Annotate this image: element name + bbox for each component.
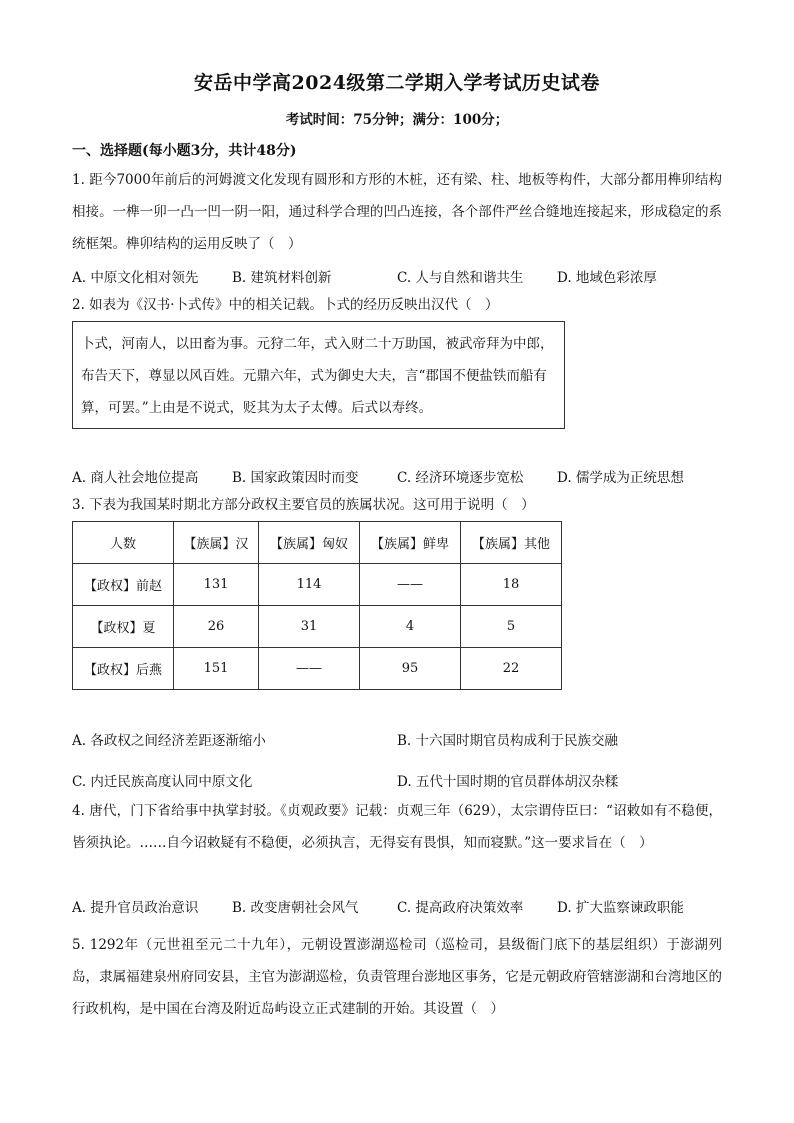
table-cell: 26 bbox=[174, 606, 259, 648]
q3-option-b[interactable]: B. 十六国时期官员构成利于民族交融 bbox=[397, 733, 619, 749]
question-3-text: 3. 下表为我国某时期北方部分政权主要官员的族属状况。这可用于说明（ ） bbox=[72, 497, 535, 513]
table-header-cell: 【族属】鲜卑 bbox=[360, 522, 461, 564]
section-heading: 一、选择题(每小题3分，共计48分) bbox=[72, 143, 297, 159]
table-cell: 5 bbox=[461, 606, 562, 648]
question-3-options-row-1 bbox=[72, 729, 722, 753]
q2-option-b[interactable]: B. 国家政策因时而变 bbox=[232, 470, 359, 486]
table-cell: 【政权】前赵 bbox=[73, 564, 174, 606]
q3-option-c[interactable]: C. 内迁民族高度认同中原文化 bbox=[72, 774, 253, 790]
question-2-source-box: 卜式，河南人，以田畜为事。元狩二年，式入财二十万助国，被武帝拜为中郎，布告天下，尊显以风百姓。元鼎六年，式为御史大夫，言“郡国不便盐铁而船有算，可罢。”上由是不说式，贬其为太子太傅。后式以寿终。 bbox=[72, 321, 565, 429]
table-cell: —— bbox=[259, 648, 360, 690]
table-cell: 151 bbox=[174, 648, 259, 690]
question-5-text: 5. 1292年（元世祖至元二十九年），元朝设置澎湖巡检司（巡检司，县级衙门底下的基层组织）于澎湖列岛，隶属福建泉州府同安县，主官为澎湖巡检，负责管理台澎地区事务，它是元朝政府管辖澎湖和台湾地区的行政机构，是中国在台湾及附近岛屿设立正式建制的开始。其设置（ ） bbox=[72, 937, 722, 1017]
q2-option-d[interactable]: D. 儒学成为正统思想 bbox=[557, 470, 684, 486]
table-cell: 114 bbox=[259, 564, 360, 606]
table-row bbox=[73, 564, 562, 606]
table-header-row bbox=[73, 522, 562, 564]
table-row bbox=[73, 606, 562, 648]
q2-option-c[interactable]: C. 经济环境逐步宽松 bbox=[397, 470, 524, 486]
question-4-options bbox=[72, 896, 722, 920]
table-cell: —— bbox=[360, 564, 461, 606]
table-cell: 18 bbox=[461, 564, 562, 606]
question-1-text: 1. 距今7000年前后的河姆渡文化发现有圆形和方形的木桩，还有梁、柱、地板等构件，大部分都用榫卯结构相接。一榫一卯一凸一凹一阴一阳，通过科学合理的凹凸连接，各个部件严丝合缝地连接起来，形成稳定的系统框架。榫卯结构的运用反映了（ ） bbox=[72, 172, 722, 252]
table-header-cell: 人数 bbox=[73, 522, 174, 564]
q1-option-d[interactable]: D. 地域色彩浓厚 bbox=[557, 270, 657, 286]
table-header-cell: 【族属】其他 bbox=[461, 522, 562, 564]
table-cell: 【政权】后燕 bbox=[73, 648, 174, 690]
table-cell: 4 bbox=[360, 606, 461, 648]
q2-option-a[interactable]: A. 商人社会地位提高 bbox=[72, 470, 199, 486]
table-cell: 【政权】夏 bbox=[73, 606, 174, 648]
table-header-cell: 【族属】匈奴 bbox=[259, 522, 360, 564]
table-cell: 95 bbox=[360, 648, 461, 690]
exam-subtitle: 考试时间：75分钟；满分：100分； bbox=[285, 112, 509, 128]
table-cell: 22 bbox=[461, 648, 562, 690]
q4-option-d[interactable]: D. 扩大监察谏政职能 bbox=[557, 900, 684, 916]
q1-option-b[interactable]: B. 建筑材料创新 bbox=[232, 270, 332, 286]
question-3-options-row-2 bbox=[72, 770, 722, 794]
q3-option-a[interactable]: A. 各政权之间经济差距逐渐缩小 bbox=[72, 733, 266, 749]
q4-option-b[interactable]: B. 改变唐朝社会风气 bbox=[232, 900, 359, 916]
question-4-text: 4. 唐代，门下省给事中执掌封驳。《贞观政要》记载：贞观三年（629），太宗谓侍臣曰：“诏敕如有不稳便，皆须执论。……自今诏敕疑有不稳便，必须执言，无得妄有畏惧，知而寝默。”这一要求旨在（ ） bbox=[72, 803, 722, 851]
q3-option-d[interactable]: D. 五代十国时期的官员群体胡汉杂糅 bbox=[397, 774, 619, 790]
question-2-text: 2. 如表为《汉书·卜式传》中的相关记载。卜式的经历反映出汉代（ ） bbox=[72, 297, 499, 313]
table-cell: 131 bbox=[174, 564, 259, 606]
q4-option-a[interactable]: A. 提升官员政治意识 bbox=[72, 900, 199, 916]
table-row bbox=[73, 648, 562, 690]
question-1-options bbox=[72, 266, 722, 290]
table-cell: 31 bbox=[259, 606, 360, 648]
question-3-table bbox=[72, 521, 562, 690]
question-2-options bbox=[72, 466, 722, 490]
q1-option-c[interactable]: C. 人与自然和谐共生 bbox=[397, 270, 524, 286]
q1-option-a[interactable]: A. 中原文化相对领先 bbox=[72, 270, 199, 286]
q4-option-c[interactable]: C. 提高政府决策效率 bbox=[397, 900, 524, 916]
exam-title: 安岳中学高2024级第二学期入学考试历史试卷 bbox=[194, 72, 600, 94]
table-header-cell: 【族属】汉 bbox=[174, 522, 259, 564]
